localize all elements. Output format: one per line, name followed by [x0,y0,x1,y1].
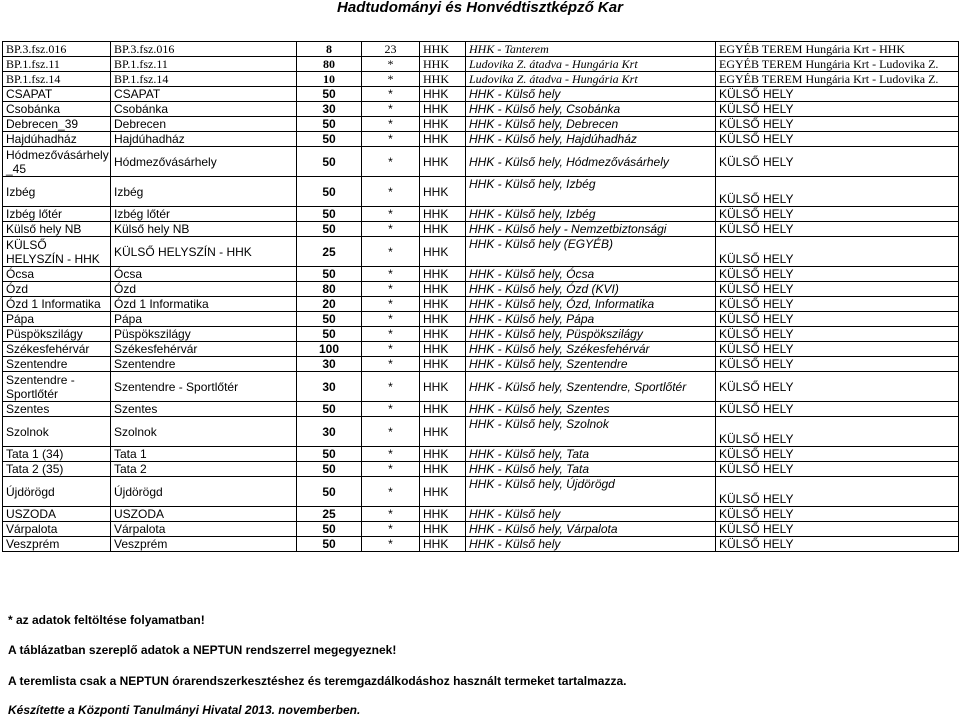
note-neptun: A táblázatban szereplő adatok a NEPTUN rendszerrel megegyeznek! [8,643,397,657]
table-row [3,72,959,87]
room-code-cell: Külső hely NB [3,222,111,237]
location-cell: KÜLSŐ HELY [716,327,959,342]
room-code-cell: Veszprém [3,537,111,552]
room-name-cell: Székesfehérvár [111,342,297,357]
table-row [3,417,959,447]
status-flag-cell: * [362,177,420,207]
unit-cell: HHK [420,342,466,357]
room-name-cell: BP.3.fsz.016 [111,42,297,57]
room-name-cell: Veszprém [111,537,297,552]
room-code-cell: Izbég [3,177,111,207]
room-code-cell: Székesfehérvár [3,342,111,357]
seat-count-cell: 50 [297,147,362,177]
table-row [3,222,959,237]
table-row [3,477,959,507]
unit-cell: HHK [420,282,466,297]
seat-count-cell: 80 [297,57,362,72]
room-name-cell: Tata 2 [111,462,297,477]
seat-count-cell: 50 [297,117,362,132]
unit-cell: HHK [420,402,466,417]
seat-count-cell: 25 [297,507,362,522]
description-cell: HHK - Tanterem [466,42,716,57]
location-cell: KÜLSŐ HELY [716,402,959,417]
table-row [3,522,959,537]
status-flag-cell: * [362,87,420,102]
room-code-cell: Ócsa [3,267,111,282]
location-cell: KÜLSŐ HELY [716,477,959,507]
location-cell: KÜLSŐ HELY [716,102,959,117]
status-flag-cell: * [362,117,420,132]
seat-count-cell: 50 [297,312,362,327]
description-cell: HHK - Külső hely, Szentendre, Sportlőtér [466,372,716,402]
status-flag-cell: * [362,522,420,537]
table-row [3,462,959,477]
room-name-cell: Külső hely NB [111,222,297,237]
page-title: Hadtudományi és Honvédtisztképző Kar [337,0,623,16]
table-row [3,177,959,207]
location-cell: KÜLSŐ HELY [716,87,959,102]
room-list-table [2,41,959,552]
status-flag-cell: * [362,147,420,177]
room-code-cell: Debrecen_39 [3,117,111,132]
status-flag-cell: * [362,327,420,342]
status-flag-cell: * [362,297,420,312]
description-cell: HHK - Külső hely, Pápa [466,312,716,327]
location-cell: KÜLSŐ HELY [716,132,959,147]
room-code-cell: Szentendre [3,357,111,372]
seat-count-cell: 30 [297,357,362,372]
unit-cell: HHK [420,57,466,72]
description-cell: Ludovika Z. átadva - Hungária Krt [466,72,716,87]
description-cell: HHK - Külső hely, Tata [466,462,716,477]
room-code-cell: Izbég lőtér [3,207,111,222]
unit-cell: HHK [420,42,466,57]
unit-cell: HHK [420,117,466,132]
description-cell: HHK - Külső hely, Ózd, Informatika [466,297,716,312]
room-code-cell: Szolnok [3,417,111,447]
location-cell: KÜLSŐ HELY [716,237,959,267]
status-flag-cell: * [362,477,420,507]
description-cell: HHK - Külső hely, Hajdúhadház [466,132,716,147]
table-row [3,297,959,312]
room-name-cell: Izbég lőtér [111,207,297,222]
table-row [3,357,959,372]
description-cell: HHK - Külső hely [466,537,716,552]
description-cell: HHK - Külső hely, Ózd (KVI) [466,282,716,297]
location-cell: KÜLSŐ HELY [716,177,959,207]
room-code-cell: BP.1.fsz.11 [3,57,111,72]
room-name-cell: Szolnok [111,417,297,447]
seat-count-cell: 50 [297,402,362,417]
table-row [3,207,959,222]
room-name-cell: Tata 1 [111,447,297,462]
room-code-cell: Várpalota [3,522,111,537]
room-code-cell: Ózd 1 Informatika [3,297,111,312]
table-row [3,342,959,357]
location-cell: KÜLSŐ HELY [716,312,959,327]
room-name-cell: Debrecen [111,117,297,132]
unit-cell: HHK [420,477,466,507]
seat-count-cell: 50 [297,537,362,552]
seat-count-cell: 30 [297,417,362,447]
unit-cell: HHK [420,417,466,447]
unit-cell: HHK [420,357,466,372]
status-flag-cell: * [362,417,420,447]
seat-count-cell: 100 [297,342,362,357]
seat-count-cell: 50 [297,447,362,462]
room-name-cell: USZODA [111,507,297,522]
status-flag-cell: * [362,132,420,147]
unit-cell: HHK [420,267,466,282]
room-name-cell: BP.1.fsz.11 [111,57,297,72]
status-flag-cell: * [362,462,420,477]
unit-cell: HHK [420,132,466,147]
seat-count-cell: 50 [297,87,362,102]
room-name-cell: Hajdúhadház [111,132,297,147]
location-cell: KÜLSŐ HELY [716,147,959,177]
unit-cell: HHK [420,507,466,522]
room-code-cell: Tata 1 (34) [3,447,111,462]
table-row [3,117,959,132]
status-flag-cell: * [362,237,420,267]
room-code-cell: Hódmezővásárhely _45 [3,147,111,177]
table-row [3,132,959,147]
description-cell: HHK - Külső hely, Ócsa [466,267,716,282]
room-name-cell: Csobánka [111,102,297,117]
seat-count-cell: 50 [297,132,362,147]
status-flag-cell: * [362,282,420,297]
room-name-cell: Ózd [111,282,297,297]
table-row [3,237,959,267]
table-row [3,402,959,417]
unit-cell: HHK [420,72,466,87]
room-code-cell: Ózd [3,282,111,297]
status-flag-cell: * [362,72,420,87]
seat-count-cell: 50 [297,207,362,222]
unit-cell: HHK [420,327,466,342]
description-cell: HHK - Külső hely, Püspökszilágy [466,327,716,342]
description-cell: HHK - Külső hely, Hódmezővásárhely [466,147,716,177]
note-usage: A teremlista csak a NEPTUN órarendszerkesztéshez és teremgazdálkodáshoz használt termeket tartalmazza. [8,674,627,688]
description-cell: HHK - Külső hely, Tata [466,447,716,462]
seat-count-cell: 50 [297,462,362,477]
table-row [3,102,959,117]
description-cell: HHK - Külső hely - Nemzetbiztonsági [466,222,716,237]
location-cell: EGYÉB TEREM Hungária Krt - Ludovika Z. [716,72,959,87]
location-cell: KÜLSŐ HELY [716,372,959,402]
location-cell: EGYÉB TEREM Hungária Krt - HHK [716,42,959,57]
room-code-cell: CSAPAT [3,87,111,102]
table-row [3,57,959,72]
unit-cell: HHK [420,177,466,207]
location-cell: KÜLSŐ HELY [716,282,959,297]
table-row [3,327,959,342]
room-code-cell: Pápa [3,312,111,327]
room-code-cell: Csobánka [3,102,111,117]
location-cell: KÜLSŐ HELY [716,537,959,552]
unit-cell: HHK [420,147,466,177]
room-name-cell: Hódmezővásárhely [111,147,297,177]
status-flag-cell: * [362,357,420,372]
description-cell: HHK - Külső hely [466,87,716,102]
unit-cell: HHK [420,207,466,222]
description-cell: HHK - Külső hely, Izbég [466,177,716,207]
location-cell: KÜLSŐ HELY [716,522,959,537]
room-name-cell: CSAPAT [111,87,297,102]
location-cell: KÜLSŐ HELY [716,357,959,372]
status-flag-cell: * [362,507,420,522]
unit-cell: HHK [420,87,466,102]
seat-count-cell: 50 [297,222,362,237]
status-flag-cell: * [362,402,420,417]
table-row [3,42,959,57]
seat-count-cell: 50 [297,267,362,282]
seat-count-cell: 30 [297,372,362,402]
table-row [3,372,959,402]
room-name-cell: Ócsa [111,267,297,282]
unit-cell: HHK [420,222,466,237]
table-row [3,312,959,327]
description-cell: HHK - Külső hely, Szentes [466,402,716,417]
table-row [3,282,959,297]
description-cell: HHK - Külső hely (EGYÉB) [466,237,716,267]
room-code-cell: BP.1.fsz.14 [3,72,111,87]
description-cell: Ludovika Z. átadva - Hungária Krt [466,57,716,72]
seat-count-cell: 8 [297,42,362,57]
room-list-body [3,42,959,552]
unit-cell: HHK [420,447,466,462]
room-code-cell: Püspökszilágy [3,327,111,342]
note-prepared-by: Készítette a Központi Tanulmányi Hivatal 2013. novemberben. [8,703,361,717]
room-name-cell: Izbég [111,177,297,207]
seat-count-cell: 20 [297,297,362,312]
status-flag-cell: * [362,222,420,237]
status-flag-cell: 23 [362,42,420,57]
room-name-cell: BP.1.fsz.14 [111,72,297,87]
description-cell: HHK - Külső hely, Várpalota [466,522,716,537]
status-flag-cell: * [362,207,420,222]
room-code-cell: Szentes [3,402,111,417]
location-cell: KÜLSŐ HELY [716,342,959,357]
table-row [3,447,959,462]
unit-cell: HHK [420,312,466,327]
seat-count-cell: 30 [297,102,362,117]
unit-cell: HHK [420,537,466,552]
description-cell: HHK - Külső hely, Izbég [466,207,716,222]
status-flag-cell: * [362,312,420,327]
room-code-cell: BP.3.fsz.016 [3,42,111,57]
seat-count-cell: 50 [297,477,362,507]
status-flag-cell: * [362,102,420,117]
table-row [3,537,959,552]
description-cell: HHK - Külső hely, Székesfehérvár [466,342,716,357]
seat-count-cell: 50 [297,177,362,207]
description-cell: HHK - Külső hely, Debrecen [466,117,716,132]
unit-cell: HHK [420,372,466,402]
room-name-cell: Várpalota [111,522,297,537]
seat-count-cell: 50 [297,327,362,342]
unit-cell: HHK [420,462,466,477]
description-cell: HHK - Külső hely, Szolnok [466,417,716,447]
description-cell: HHK - Külső hely, Csobánka [466,102,716,117]
room-name-cell: Pápa [111,312,297,327]
location-cell: KÜLSŐ HELY [716,117,959,132]
room-code-cell: Hajdúhadház [3,132,111,147]
seat-count-cell: 80 [297,282,362,297]
location-cell: KÜLSŐ HELY [716,207,959,222]
location-cell: KÜLSŐ HELY [716,267,959,282]
status-flag-cell: * [362,447,420,462]
room-name-cell: KÜLSŐ HELYSZÍN - HHK [111,237,297,267]
room-name-cell: Szentes [111,402,297,417]
room-code-cell: Újdörögd [3,477,111,507]
location-cell: KÜLSŐ HELY [716,417,959,447]
status-flag-cell: * [362,537,420,552]
room-code-cell: Tata 2 (35) [3,462,111,477]
unit-cell: HHK [420,297,466,312]
room-name-cell: Szentendre [111,357,297,372]
status-flag-cell: * [362,267,420,282]
seat-count-cell: 25 [297,237,362,267]
status-flag-cell: * [362,342,420,357]
description-cell: HHK - Külső hely [466,507,716,522]
table-row [3,267,959,282]
status-flag-cell: * [362,372,420,402]
room-name-cell: Szentendre - Sportlőtér [111,372,297,402]
table-row [3,87,959,102]
note-asterisk: * az adatok feltöltése folyamatban! [8,613,205,627]
location-cell: KÜLSŐ HELY [716,462,959,477]
table-row [3,507,959,522]
location-cell: KÜLSŐ HELY [716,297,959,312]
room-name-cell: Újdörögd [111,477,297,507]
location-cell: KÜLSŐ HELY [716,222,959,237]
room-code-cell: Szentendre - Sportlőtér [3,372,111,402]
room-name-cell: Püspökszilágy [111,327,297,342]
location-cell: KÜLSŐ HELY [716,507,959,522]
seat-count-cell: 50 [297,522,362,537]
room-code-cell: USZODA [3,507,111,522]
unit-cell: HHK [420,102,466,117]
description-cell: HHK - Külső hely, Újdörögd [466,477,716,507]
seat-count-cell: 10 [297,72,362,87]
room-code-cell: KÜLSŐ HELYSZÍN - HHK [3,237,111,267]
unit-cell: HHK [420,522,466,537]
location-cell: EGYÉB TEREM Hungária Krt - Ludovika Z. [716,57,959,72]
description-cell: HHK - Külső hely, Szentendre [466,357,716,372]
status-flag-cell: * [362,57,420,72]
location-cell: KÜLSŐ HELY [716,447,959,462]
room-name-cell: Ózd 1 Informatika [111,297,297,312]
unit-cell: HHK [420,237,466,267]
table-row [3,147,959,177]
